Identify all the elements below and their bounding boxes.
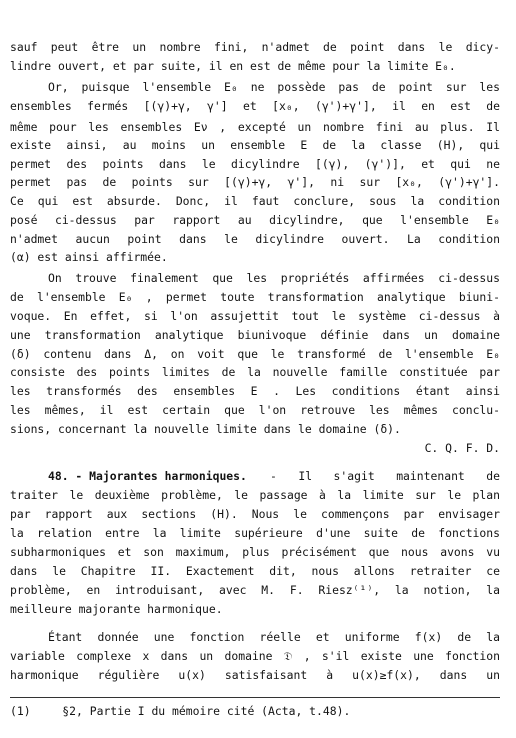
text-line: les transformés des ensembles E . Les conditions étant ainsi	[10, 384, 500, 398]
section-heading-continuation: - Il s'agit maintenant de	[270, 469, 500, 483]
text-line: consiste des points limites de la nouvelle famille constituée par	[10, 365, 500, 379]
text-line: dans le Chapitre II. Exactement dit, nous allons retraiter ce	[10, 564, 500, 578]
section-heading: 48. - Majorantes harmoniques.	[48, 469, 247, 483]
text-line: voque. En effet, si l'on assujettit tout le système ci-dessus à	[10, 309, 500, 323]
text-line: problème, en introduisant, avec M. F. Riesz⁽¹⁾, la notion, la	[10, 583, 500, 597]
text-line: une transformation analytique biunivoque définie dans un domaine	[10, 328, 500, 342]
text-line: subharmoniques et son maximum, plus précisément que nous avons vu	[10, 545, 500, 559]
footnote-rule	[10, 697, 500, 698]
paragraph-first-line: Étant donnée une fonction réelle et uniforme f(x) de la	[48, 630, 500, 644]
text-line: sions, concernant la nouvelle limite dans le domaine (δ).	[10, 422, 401, 436]
text-line: existe ainsi, au moins un ensemble E de la classe (H), qui	[10, 138, 500, 152]
text-line: les mêmes, il est certain que l'on retrouve les mêmes conclu-	[10, 403, 500, 417]
text-line: (δ) contenu dans Δ, on voit que le transformé de l'ensemble E₀	[10, 347, 500, 361]
paragraph-first-line: On trouve finalement que les propriétés affirmées ci-dessus	[48, 271, 500, 285]
text-line: permet des points dans le dicylindre [(γ), (γ')], et qui ne	[10, 157, 500, 171]
footnote-text: §2, Partie I du mémoire cité (Acta, t.48).	[62, 704, 351, 718]
text-line: Ce qui est absurde. Donc, il faut conclure, sous la condition	[10, 194, 500, 208]
footnote-marker: (1)	[10, 704, 31, 718]
text-line: harmonique régulière u(x) satisfaisant à u(x)≥f(x), dans un	[10, 668, 500, 682]
text-line: la relation entre la limite supérieure d'une suite de fonctions	[10, 526, 500, 540]
text-line: n'admet aucun point dans le dicylindre ouvert. La condition	[10, 232, 500, 246]
footnote	[10, 703, 500, 720]
text-line: (α) est ainsi affirmée.	[10, 250, 168, 264]
text-line: posé ci-dessus par rapport au dicylindre, que l'ensemble E₀	[10, 213, 500, 227]
text-line: même pour les ensembles Eν , excepté un nombre fini au plus. Il	[10, 120, 500, 134]
cqfd-label: C. Q. F. D.	[424, 441, 500, 455]
paragraph-first-line: Or, puisque l'ensemble E₀ ne possède pas de point sur les	[48, 80, 500, 94]
text-line: de l'ensemble E₀ , permet toute transformation analytique biuni-	[10, 290, 500, 304]
text-line: sauf peut être un nombre fini, n'admet de point dans le dicy-	[10, 40, 500, 54]
text-line: permet pas de points sur [(γ)+γ, γ'], ni sur [x₀, (γ')+γ'].	[10, 175, 500, 189]
text-line: traiter le deuxième problème, le passage à la limite sur le plan	[10, 488, 500, 502]
text-line: variable complexe x dans un domaine 𝔇 , s'il existe une fonction	[10, 649, 500, 663]
text-line: ensembles fermés [(γ)+γ, γ'] et [x₀, (γ')+γ'], il en est de	[10, 99, 500, 113]
text-line: par rapport aux sections (H). Nous le commençons par envisager	[10, 507, 500, 521]
text-line: meilleure majorante harmonique.	[10, 602, 223, 616]
text-line: lindre ouvert, et par suite, il en est de même pour la limite E₀.	[10, 59, 456, 73]
